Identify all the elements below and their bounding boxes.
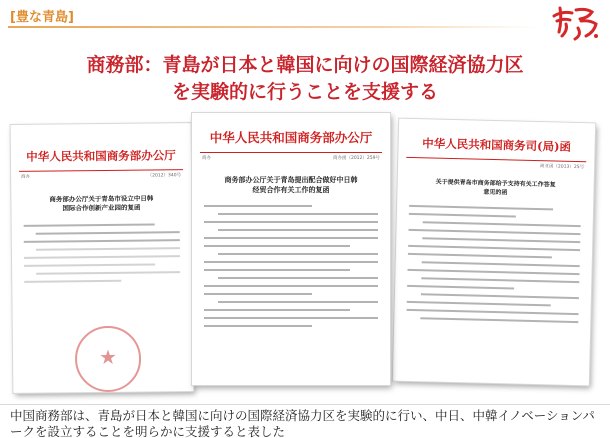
text-line	[407, 309, 579, 315]
text-line	[24, 255, 180, 259]
text-line	[218, 253, 378, 255]
text-line	[24, 223, 155, 226]
document-letterhead: 中华人民共和国商务部办公厅	[26, 148, 176, 164]
text-line	[422, 238, 580, 244]
text-line	[204, 237, 378, 239]
text-line	[420, 318, 578, 324]
text-line	[37, 271, 181, 275]
document-body	[204, 205, 378, 327]
text-line	[204, 221, 378, 223]
text-line	[409, 213, 516, 218]
document-right	[393, 119, 595, 386]
text-line	[204, 205, 312, 207]
text-line	[407, 285, 514, 290]
document-title	[192, 175, 390, 195]
text-line	[36, 247, 180, 251]
document-title	[397, 178, 593, 200]
document-title-line: 关于提供青岛市商务部给予支持有关工作答复	[435, 178, 556, 189]
document-title-line: 商务部办公厅关于青岛市设立中日韩	[49, 194, 154, 204]
reference-number: （2012）340号	[147, 173, 182, 179]
text-line	[204, 317, 378, 319]
text-line	[408, 229, 580, 235]
text-line	[218, 277, 378, 279]
text-line	[421, 262, 579, 268]
text-line	[422, 222, 580, 228]
text-line	[421, 294, 579, 300]
document-title-line: 商务部办公厅关于青岛提出配合做好中日韩	[224, 175, 358, 184]
text-line	[204, 261, 378, 263]
headline	[0, 52, 610, 106]
document-title-line: 意见的函	[483, 188, 508, 196]
text-line	[408, 253, 552, 259]
text-line	[204, 245, 350, 247]
reference-number: 商亚函（2013）25号	[539, 164, 585, 171]
qingdao-logo-icon	[548, 2, 604, 42]
text-line	[204, 309, 350, 311]
header-divider	[8, 26, 536, 28]
document-body	[24, 223, 181, 283]
document-title	[11, 194, 191, 215]
reference-number: 商办函（2012）259号	[332, 156, 380, 161]
text-line	[408, 269, 580, 275]
document-middle	[192, 113, 390, 385]
text-line	[36, 231, 180, 235]
text-line	[204, 269, 350, 271]
headline-line-2: を実験的に行うことを支援する	[171, 81, 438, 103]
text-line	[421, 278, 579, 284]
text-line	[408, 245, 580, 251]
text-line	[24, 239, 180, 243]
text-line	[204, 285, 378, 287]
text-line	[218, 213, 378, 215]
caption-text: 中国商務部は、青島が日本と韓国に向けの国際経済協力区を実験的に行い、中日、中韓イノベーションパークを設立することを明らかに支援すると表した	[0, 404, 610, 438]
reference-left: 商办	[21, 174, 31, 180]
official-seal-icon	[75, 326, 142, 393]
document-title-line: 经贸合作有关工作的复函	[252, 185, 330, 195]
text-line	[204, 325, 312, 327]
document-title-line: 国际合作创新产业园的复函	[62, 204, 141, 213]
text-line	[407, 301, 551, 307]
headline-line-1: 商務部：青島が日本と韓国に向けの国際経済協力区	[86, 54, 524, 76]
text-line	[24, 280, 121, 283]
document-letterhead: 中华人民共和国商务司(局)函	[422, 136, 572, 154]
text-line	[24, 263, 155, 266]
text-line	[218, 229, 378, 231]
document-left	[11, 123, 194, 393]
text-line	[409, 205, 553, 211]
document-reference	[21, 172, 181, 180]
text-line	[204, 293, 312, 295]
document-letterhead: 中华人民共和国商务部办公厅	[209, 130, 373, 145]
letterhead-divider	[200, 152, 382, 153]
document-reference	[202, 155, 380, 161]
reference-left: 商办	[202, 156, 211, 161]
text-line	[218, 301, 378, 303]
document-body	[406, 205, 581, 323]
section-tag: [豊な青島]	[10, 10, 74, 25]
